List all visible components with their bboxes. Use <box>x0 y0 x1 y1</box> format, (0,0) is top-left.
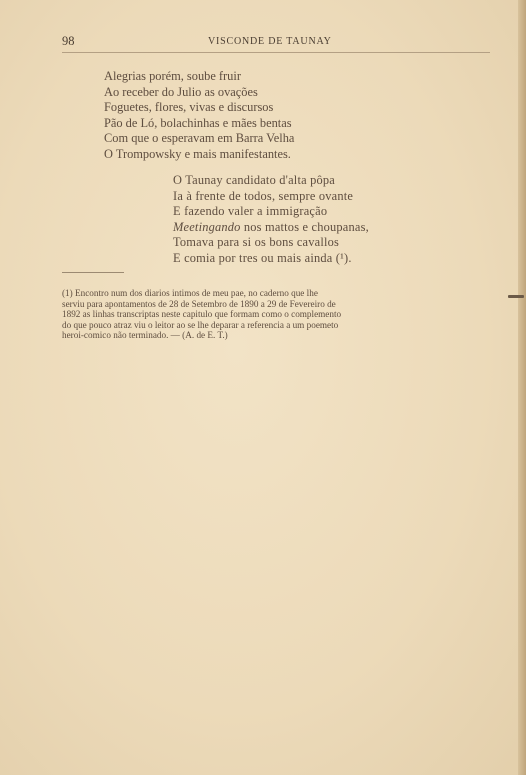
verse-line: E fazendo valer a immigração <box>173 204 328 219</box>
verse-line: Pão de Ló, bolachinhas e mães bentas <box>104 115 292 130</box>
verse-line: Tomava para si os bons cavallos <box>173 235 340 250</box>
footnote-line: do que pouco atraz viu o leitor ao se lhe deparar a referencia a um poemeto <box>62 319 339 330</box>
footnote-line: serviu para apontamentos de 28 de Setembro de 1890 a 29 de Fevereiro de <box>62 298 336 309</box>
footnote <box>62 288 490 341</box>
italic-word: Meetingando <box>173 219 241 234</box>
stanza-2 <box>173 173 369 267</box>
verse-line: E comia por tres ou mais ainda (¹). <box>173 250 352 265</box>
verse-line: O Taunay candidato d'alta pôpa <box>173 173 335 187</box>
footnote-line: 1892 as linhas transcriptas neste capitulo que formam como o complemento <box>62 309 342 320</box>
verse-line: Alegrias porém, soube fruir <box>104 69 241 83</box>
footnote-rule <box>62 272 124 273</box>
page-edge <box>518 0 526 775</box>
verse-line <box>173 220 369 236</box>
verse-line: Ia à frente de todos, sempre ovante <box>173 188 354 203</box>
stanza-1 <box>104 69 294 163</box>
page-header <box>62 34 487 50</box>
header-rule <box>62 52 490 53</box>
footnote-line: (1) Encontro num dos diarios intimos de meu pae, no caderno que lhe <box>62 288 318 298</box>
verse-line-rest: nos mattos e choupanas, <box>240 219 369 234</box>
running-title: VISCONDE DE TAUNAY <box>208 36 332 47</box>
verse-line: O Trompowsky e mais manifestantes. <box>104 146 291 161</box>
margin-mark <box>508 295 524 298</box>
footnote-line: heroi-comico não terminado. — (A. de E. T.) <box>62 330 228 341</box>
verse-line: Com que o esperavam em Barra Velha <box>104 131 295 146</box>
page-number: 98 <box>62 34 75 48</box>
verse-line: Foguetes, flores, vivas e discursos <box>104 100 274 115</box>
verse-line: Ao receber do Julio as ovações <box>104 84 258 99</box>
